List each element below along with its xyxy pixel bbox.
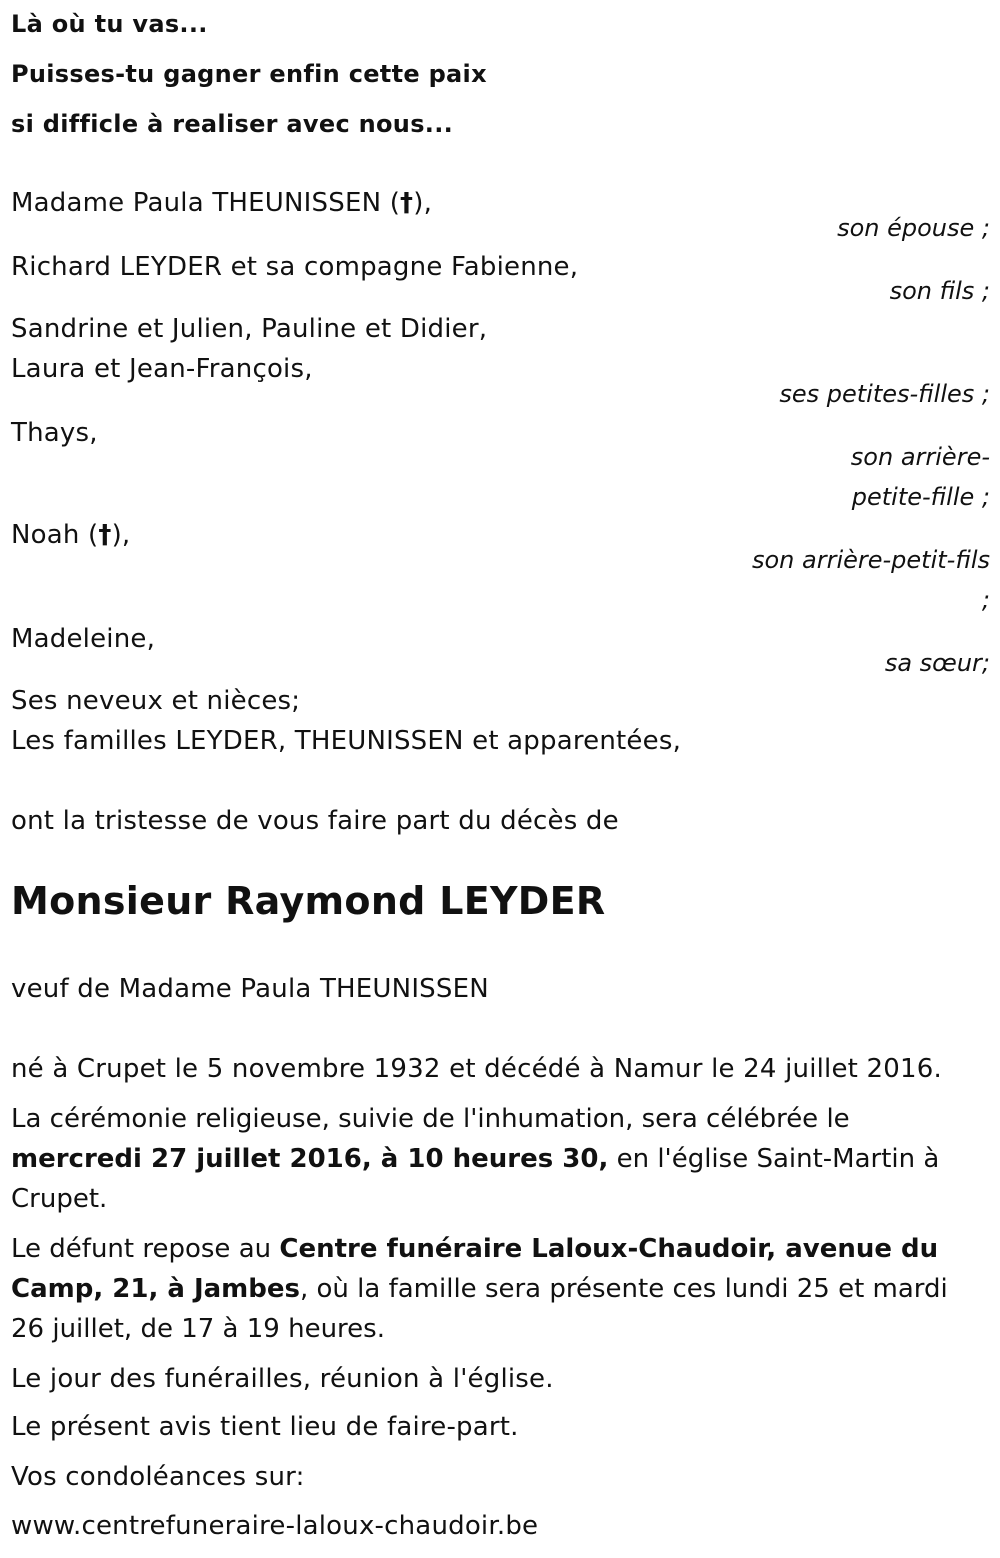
family-name-son: Richard LEYDER et sa compagne Fabienne, bbox=[11, 252, 579, 282]
poem-line-3: si difficle à realiser avec nous... bbox=[11, 110, 454, 138]
poem-line-2: Puisses-tu gagner enfin cette paix bbox=[11, 60, 487, 88]
cross-symbol: † bbox=[98, 520, 112, 550]
poem-line-1: Là où tu vas... bbox=[11, 10, 208, 38]
funeral-day-text: Le jour des funérailles, réunion à l'église. bbox=[11, 1364, 554, 1394]
condolences-text: Vos condoléances sur: bbox=[11, 1462, 305, 1492]
ceremony-paragraph: La cérémonie religieuse, suivie de l'inhumation, sera célébrée le mercredi 27 juillet 2016, à 10 heures 30, en l'église Saint-Martin à Crupet. bbox=[11, 1104, 940, 1214]
family-name-great-granddaughter: Thays, bbox=[11, 418, 98, 448]
others-line-2: Les familles LEYDER, THEUNISSEN et apparentées, bbox=[11, 726, 682, 756]
announcement-text: ont la tristesse de vous faire part du décès de bbox=[11, 806, 619, 836]
relation-sister: sa sœur; bbox=[884, 649, 990, 677]
relation-great-granddaughter-2: petite-fille ; bbox=[851, 483, 990, 511]
ceremony-datetime: mercredi 27 juillet 2016, à 10 heures 30, bbox=[11, 1144, 609, 1174]
repose-paragraph: Le défunt repose au Centre funéraire Laloux-Chaudoir, avenue du Camp, 21, à Jambes, où la famille sera présente ces lundi 25 et mardi 26 juillet, de 17 à 19 heures. bbox=[11, 1234, 948, 1344]
funeral-center-address: Centre funéraire Laloux-Chaudoir, avenue du Camp, 21, à Jambes bbox=[11, 1234, 939, 1304]
relation-son: son fils ; bbox=[889, 277, 990, 305]
family-name-granddaughters-2: Laura et Jean-François, bbox=[11, 354, 313, 384]
family-name-spouse: Madame Paula THEUNISSEN (†), bbox=[11, 188, 433, 218]
relation-great-grandson-1: son arrière-petit-fils bbox=[751, 546, 990, 574]
relation-great-granddaughter-1: son arrière- bbox=[850, 443, 990, 471]
relation-granddaughters: ses petites-filles ; bbox=[779, 380, 990, 408]
deceased-name: Monsieur Raymond LEYDER bbox=[11, 879, 606, 923]
family-name-sister: Madeleine, bbox=[11, 624, 156, 654]
family-name-great-grandson: Noah (†), bbox=[11, 520, 131, 550]
relation-spouse: son épouse ; bbox=[837, 214, 990, 242]
relation-great-grandson-2: ; bbox=[981, 586, 990, 614]
others-line-1: Ses neveux et nièces; bbox=[11, 686, 301, 716]
family-name-granddaughters-1: Sandrine et Julien, Pauline et Didier, bbox=[11, 314, 488, 344]
notice-text: Le présent avis tient lieu de faire-part. bbox=[11, 1412, 519, 1442]
widower-text: veuf de Madame Paula THEUNISSEN bbox=[11, 974, 489, 1004]
website-link[interactable]: www.centrefuneraire-laloux-chaudoir.be bbox=[11, 1511, 539, 1541]
cross-symbol: † bbox=[400, 188, 414, 218]
birth-death-text: né à Crupet le 5 novembre 1932 et décédé à Namur le 24 juillet 2016. bbox=[11, 1054, 942, 1084]
